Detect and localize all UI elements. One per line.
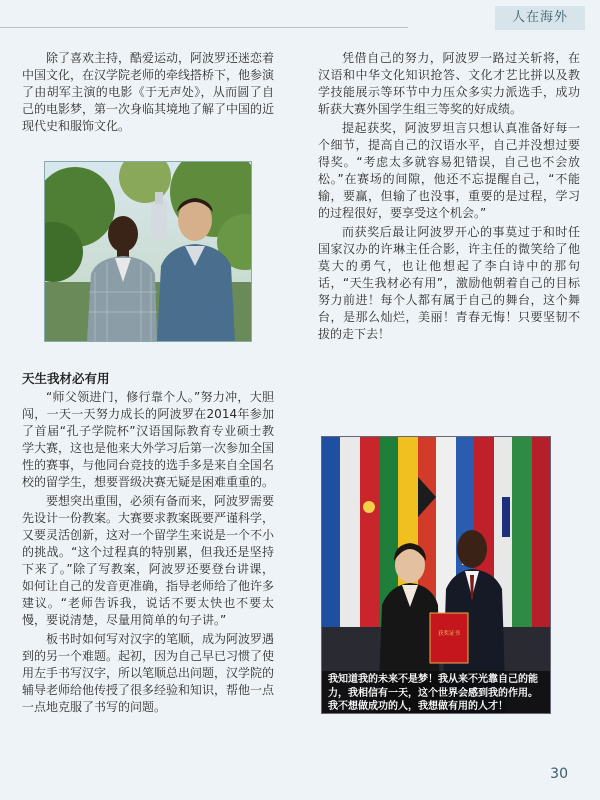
left-column-intro (22, 50, 274, 137)
photo-illustration (45, 162, 251, 341)
subheading: 天生我材必有用 (22, 371, 110, 386)
section-tag: 人在海外 (495, 6, 585, 30)
left-column-body (22, 370, 274, 718)
body-paragraph: 凭借自己的努力，阿波罗一路过关斩将，在汉语和中华文化知识抢答、文化才艺比拼以及教学技能展示等环节中力压众多实力派选手，成功斩获大赛外国学生组三等奖的好成绩。 (318, 51, 580, 116)
body-paragraph: 要想突出重围，必须有备而来，阿波罗需要先设计一份教案。大赛要求教案既要严谨科学，又要灵活创新，这对一个留学生来说是一个不小的挑战。“这个过程真的特别累，但我还是坚持下来了。”除了写教案，阿波罗还要登台讲课，如何让自己的发音更准确，指导老师给了他许多建议。“老师告诉我，说话不要太快也不要太慢，要说清楚，尽量用简单的句子讲。” (22, 494, 275, 627)
body-paragraph: 提起获奖，阿波罗坦言只想认真准备好每一个细节，提高自己的汉语水平，自己并没想过要得奖。“考虑太多就容易犯错误，自己也不会放松。”在赛场的间隙，他还不忘提醒自己，“不能输，要赢，但输了也没事，重要的是过程，学习的过程很好，要享受这个机会。” (318, 121, 580, 220)
page-number: 30 (550, 766, 568, 782)
body-paragraph: “师父领进门，修行靠个人。”努力冲，大胆闯，一天一天努力成长的阿波罗在2014年参加了首届“孔子学院杯”汉语国际教育专业硕士教学大赛，这也是他来大外学习后第一次参加全国性的赛事，与他同台竞技的选手多是来自全国名校的留学生，想要晋级决赛无疑是困难重重的。 (22, 390, 275, 489)
body-paragraph: 板书时如何写对汉字的笔顺，成为阿波罗遇到的另一个难题。起初，因为自己早已习惯了使用左手书写汉字，所以笔顺总出问题，汉学院的辅导老师给他传授了很多经验和知识，帮他一点一点地克服了书写的问题。 (22, 632, 275, 714)
photo-award-with-flags (321, 436, 551, 714)
intro-paragraph: 除了喜欢主持，酷爱运动，阿波罗还迷恋着中国文化，在汉学院老师的牵线搭桥下，他参演了由胡军主演的电影《于无声处》，从而圆了自己的电影梦，第一次身临其境地了解了中国的近现代史和服饰文化。 (22, 51, 275, 133)
certificate-label: 获奖证书 (437, 631, 461, 637)
photo-caption: 我知道我的未来不是梦！我从来不光靠自己的能力，我相信有一天，这个世界会感到我的作用。我不想做成功的人，我想做有用的人才！ (322, 671, 550, 713)
photo-two-men-outdoors (44, 161, 252, 342)
header-rule (0, 27, 408, 28)
right-column-body (318, 50, 580, 345)
body-paragraph: 而获奖后最让阿波罗开心的事莫过于和时任国家汉办的许琳主任合影，许主任的微笑给了他莫大的勇气，也让他想起了李白诗中的那句话，“天生我材必有用”，激励他朝着自己的目标努力前进！每个人都有属于自己的舞台，这个舞台，是那么灿烂，美丽！青春无悔！只要坚韧不拔的走下去！ (318, 225, 580, 341)
